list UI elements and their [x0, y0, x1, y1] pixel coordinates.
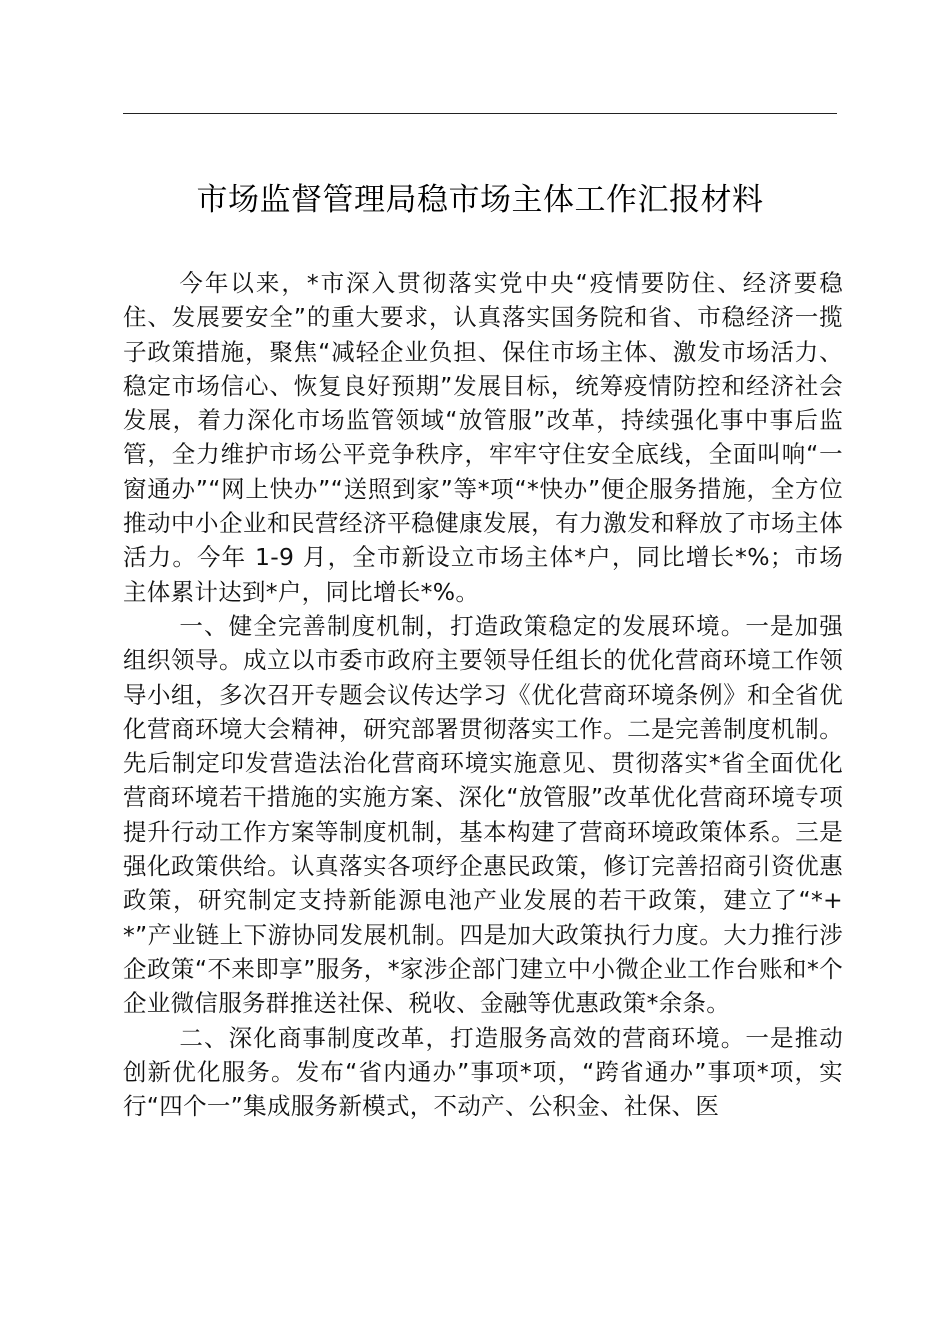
paragraph-section-2: 二、深化商事制度改革，打造服务高效的营商环境。一是推动创新优化服务。发布“省内通办”事项*项，“跨省通办”事项*项，实行“四个一”集成服务新模式，不动产、公积金、社保、医 [123, 1023, 843, 1121]
document-title: 市场监督管理局稳市场主体工作汇报材料 [196, 182, 764, 218]
paragraph-section-1: 一、健全完善制度机制，打造政策稳定的发展环境。一是加强组织领导。成立以市委市政府主要领导任组长的优化营商环境工作领导小组，多次召开专题会议传达学习《优化营商环境条例》和全省优化营商环境大会精神，研究部署贯彻落实工作。二是完善制度机制。先后制定印发营造法治化营商环境实施意见、贯彻落实*省全面优化营商环境若干措施的实施方案、深化“放管服”改革优化营商环境专项提升行动工作方案等制度机制，基本构建了营商环境政策体系。三是强化政策供给。认真落实各项纾企惠民政策，修订完善招商引资优惠政策，研究制定支持新能源电池产业发展的若干政策，建立了“*+*”产业链上下游协同发展机制。四是加大政策执行力度。大力推行涉企政策“不来即享”服务，*家涉企部门建立中小微企业工作台账和*个企业微信服务群推送社保、税收、金融等优惠政策*余条。 [123, 611, 843, 1018]
header-divider [123, 113, 837, 114]
document-body [123, 266, 843, 1123]
paragraph-intro: 今年以来，*市深入贯彻落实党中央“疫情要防住、经济要稳住、发展要安全”的重大要求，认真落实国务院和省、市稳经济一揽子政策措施，聚焦“减轻企业负担、保住市场主体、激发市场活力、稳定市场信心、恢复良好预期”发展目标，统筹疫情防控和经济社会发展，着力深化市场监管领域“放管服”改革，持续强化事中事后监管，全力维护市场公平竞争秩序，牢牢守住安全底线，全面叫响“一窗通办”“网上快办”“送照到家”等*项“*快办”便企服务措施，全方位推动中小企业和民营经济平稳健康发展，有力激发和释放了市场主体活力。今年 1-9 月，全市新设立市场主体*户，同比增长*%；市场主体累计达到*户，同比增长*%。 [123, 269, 843, 606]
